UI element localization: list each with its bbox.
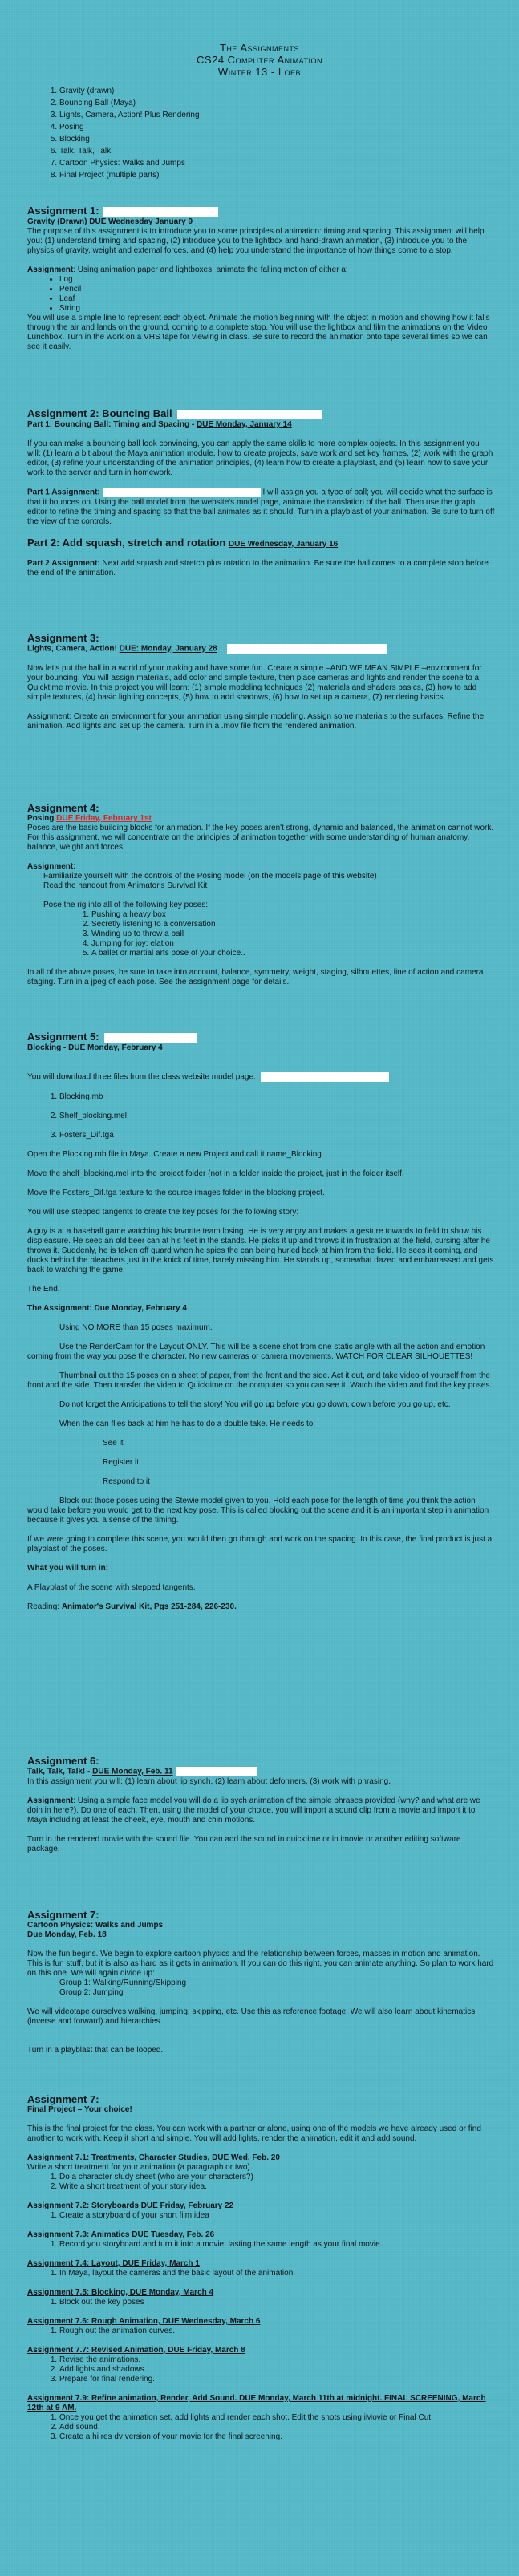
assignment-6-task: : Using a simple face model you will do a lip sych animation of the simple phrases provided (why? and what are we doin in here?). Do one of each. Then, using the model of your choice, you will import a sound clip from a movie and import it to Maya including at least the cheek, eye, mouth and chin motions. <box>27 1796 480 1825</box>
milestone-item: 1. Rough out the animation curves. <box>59 2327 495 2336</box>
highlight-box <box>104 1033 197 1043</box>
document-header <box>0 42 519 78</box>
story-text: A guy is at a baseball game watching his favorite team losing. He is very angry and makes a gesture towards to field to show his displeasure. He sees an old beer can at his feet in the stands. He picks it up and throws it in frustration at the field, cursing after he throws it. Suddenly, he is taken off guard when he spies the can being hurled back at him from the field. He sees it coming, and ducks behind the bleachers just in the knick of time, barely missing him. He stands up, somewhat dazed and embarrassed and gets back to watching the game. <box>27 1226 494 1274</box>
assignment-4-intro: Poses are the basic building blocks for animation. If the key poses aren't strong, dynamic and balanced, the animation cannot work. For this assignment, we will concentrate on the principles of animation together with some understanding of human anatomy, balance, weight and forces. <box>27 824 494 852</box>
milestone-item: 1. Create a storyboard of your short film idea <box>59 2211 495 2221</box>
group-item: Group 1: Walking/Running/Skipping <box>59 1979 187 1987</box>
assignment-1 <box>27 205 495 352</box>
highlight-box <box>176 1767 257 1776</box>
milestone-heading: Assignment 7.6: Rough Animation, DUE Wednesday, March 6 <box>27 2317 261 2326</box>
assignment-7-heading: Assignment 7: <box>27 1909 99 1921</box>
instruction-text: Do not forget the Anticipations to tell the story! You will go up before you go down, down before you go up, etc. <box>59 1399 451 1409</box>
assignment-2 <box>27 407 495 578</box>
overview-item: 8. Final Project (multiple parts) <box>59 171 495 180</box>
step-text: Move the Fosters_Dif.tga texture to the source images folder in the blocking project. <box>27 1188 325 1197</box>
assignment-4-step: Read the handout from Animator's Survival Kit <box>43 881 208 890</box>
milestone-item: 2. Add lights and shadows. <box>59 2365 495 2375</box>
final-intro: This is the final project for the class. You can work with a partner or alone, using one of the models we have already used or find another to work with. Keep it short and simple. You will add lights, render the animation, edit it and add sound. <box>27 2124 481 2143</box>
assignment-6-turnin: Turn in the rendered movie with the sound file. You can add the sound in quicktime or in imovie or another editing software package. <box>27 1834 461 1853</box>
assignment-5-heading: Assignment 5: <box>27 1031 99 1043</box>
highlight-box <box>103 488 261 497</box>
instruction-text: Use the RenderCam for the Layout ONLY. This will be a scene shot from one static angle with all the action and emotion coming from the way you pose the character. No new cameras or camera movements. WATCH FOR CLEAR SILHOUETTES! <box>27 1342 485 1361</box>
double-take-step: Respond to it <box>103 1476 150 1486</box>
milestone-heading: Assignment 7.5: Blocking, DUE Monday, March 4 <box>27 2288 214 2297</box>
part-2-text: Next add squash and stretch plus rotation to the animation. Be sure the ball comes to a complete stop before the end of the animation. <box>27 558 489 577</box>
overview-item: 5. Blocking <box>59 135 495 144</box>
assignment-3-due: DUE: Monday, January 28 <box>119 644 217 654</box>
step-text: Open the Blocking.mb file in Maya. Create a new Project and call it name_Blocking <box>27 1149 322 1159</box>
download-file: 2. Shelf_blocking.mel <box>59 1112 495 1121</box>
highlight-box <box>177 410 322 419</box>
highlight-box <box>103 207 218 217</box>
assignment-1-label: Assignment <box>27 265 74 274</box>
assignment-2-intro: If you can make a bouncing ball look convincing, you can apply the same skills to more complex objects. In this assignment you will: (1) learn a bit about the Maya animation module, how to create projects, save work and set key frames, (2) work with the graph editor, (3) refine your understanding of the animation principles, (4) learn how to create a playblast, and (5) learn how to save your work to the server and turn in homework. <box>27 439 493 477</box>
assignment-overview <box>27 87 495 180</box>
overview-item: 4. Posing <box>59 123 495 132</box>
pose-item: 1. Pushing a heavy box <box>91 910 495 920</box>
assignment-6-subtitle: Talk, Talk, Talk! - <box>27 1767 93 1776</box>
pose-intro: Pose the rig into all of the following key poses: <box>43 901 209 909</box>
milestone-item: 2. Add sound. <box>59 2423 495 2432</box>
assignment-5-due: DUE Monday, February 4 <box>68 1043 163 1052</box>
overview-item: 3. Lights, Camera, Action! Plus Rendering <box>59 111 495 120</box>
download-file: 1. Blocking.mb <box>59 1092 495 1102</box>
milestone-heading: Assignment 7.4: Layout, DUE Friday, March 1 <box>27 2259 200 2268</box>
object-option: • Log <box>59 275 495 285</box>
pose-item: 4. Jumping for joy: elation <box>91 939 495 949</box>
header-term: Winter 13 - Loeb <box>217 66 302 78</box>
milestone-heading: Assignment 7.1: Treatments, Character Studies, DUE Wed. Feb. 20 <box>27 2153 280 2162</box>
assignment-7-subtitle: Cartoon Physics: Walks and Jumps <box>27 1921 164 1930</box>
part-2-heading: Part 2: Add squash, stretch and rotation <box>27 536 229 549</box>
assignment-6-heading: Assignment 6: <box>27 1755 99 1767</box>
assignment-4 <box>27 802 495 987</box>
turn-in-label: What you will turn in: <box>27 1563 109 1573</box>
part-2-label: Part 2 Assignment: <box>27 558 100 568</box>
overview-item: 6. Talk, Talk, Talk! <box>59 147 495 156</box>
assignment-7-details: We will videotape ourselves walking, jumping, skipping, etc. Use this as reference footage. We will also learn about kinematics (inverse and forward) and hierarchies. <box>27 2007 476 2026</box>
assignment-2-heading: Assignment 2: Bouncing Ball <box>27 407 172 419</box>
milestone-item: 1. Block out the key poses <box>59 2298 495 2307</box>
part-1-text: I will assign you a type of ball; you will decide what the surface is that it bounces on. Using the ball model from the website's model page, animate the translation of the ball. Then use the graph editor to refine the timing and spacing so that the ball animates as it should. Turn in a playblast of your animation. Be sure to turn off the view of the controls. <box>27 488 495 526</box>
milestone-text: Write a short treatment for your animation (a paragraph or two). <box>27 2163 253 2172</box>
overview-item: 2. Bouncing Ball (Maya) <box>59 99 495 108</box>
milestone-heading: Assignment 7.3: Animatics DUE Tuesday, Feb. 26 <box>27 2230 215 2239</box>
overview-item: 1. Gravity (drawn) <box>59 87 495 96</box>
assignment-5 <box>27 1031 495 1612</box>
milestone-item: 3. Create a hi res dv version of your movie for the final screening. <box>59 2432 495 2442</box>
milestone-item: 1. Once you get the animation set, add lights and render each shot. Edit the shots using iMovie or Final Cut <box>59 2413 495 2423</box>
assignment-7-due: Due Monday, Feb. 18 <box>27 1930 107 1939</box>
instruction-text: When the can flies back at him he has to do a double take. He needs to: <box>59 1419 316 1428</box>
milestone-item: 1. Do a character study sheet (who are your characters?) <box>59 2173 495 2182</box>
milestone-heading: Assignment 7.2: Storyboards DUE Friday, February 22 <box>27 2201 234 2210</box>
double-take-step: Register it <box>103 1457 140 1467</box>
group-item: Group 2: Jumping <box>59 1988 124 1997</box>
reading-label: Reading: <box>27 1602 62 1611</box>
assignment-1-task: : Using animation paper and lightboxes, animate the falling motion of either a: <box>73 265 348 274</box>
assignment-4-details: In all of the above poses, be sure to take into account, balance, symmetry, weight, staging, silhouettes, line of action and camera staging. Turn in a jpeg of each pose. See the assignment page for details. <box>27 968 484 986</box>
assignment-4-step: Familiarize yourself with the controls of the Posing model (on the models page of this website) <box>43 872 377 881</box>
milestone-item: 2. Write a short treatment of your story idea. <box>59 2182 495 2192</box>
object-option: • String <box>59 304 495 314</box>
assignment-4-subtitle: Posing <box>27 814 57 823</box>
part-2-due: DUE Wednesday, January 16 <box>228 539 339 549</box>
assignment-6-intro: In this assignment you will: (1) learn about lip synch, (2) learn about deformers, (3) work with phrasing. <box>27 1776 391 1786</box>
assignment-1-subtitle: Gravity (Drawn) <box>27 217 87 226</box>
assignment-4-label: Assignment: <box>27 862 76 871</box>
assignment-7-intro: Now the fun begins. We begin to explore cartoon physics and the relationship between forces, masses in motion and animation. This is fun stuff, but it is also as hard as it gets in animation. If you can do this right, you can animate anything. So plan to work hard on this one. We will again divide up: <box>27 1950 494 1978</box>
assignment-4-heading: Assignment 4: <box>27 802 99 814</box>
instruction-text: If we were going to complete this scene, you would then go through and work on the spacing. In this case, the final product is just a playblast of the poses. <box>27 1534 493 1553</box>
assignment-1-intro: The purpose of this assignment is to introduce you to some principles of animation: timing and spacing. This assignment will help you: (1) understand timing and spacing, (2) introduce you to the lightbox and hand-drawn animation, (3) introduce you to the physics of gravity, weight and external forces, and (4) help you understand the importance of how things come to a stop. <box>27 227 485 255</box>
assignment-3-task: Assignment: Create an environment for your animation using simple modeling. Assign some materials to the surfaces. Refine the animation. Add lights and set up the camera. Turn in a .mov file from the rendered animation. <box>27 711 485 731</box>
assignment-6-due: DUE Monday, Feb. 11 <box>92 1767 173 1776</box>
final-heading: Assignment 7: <box>27 2093 99 2105</box>
assignment-3 <box>27 632 495 731</box>
pose-item: 3. Winding up to throw a ball <box>91 930 495 939</box>
instruction-text: Block out those poses using the Stewie model given to you. Hold each pose for the length of time you think the action would take before you would get to the next key pose. This is called blocking out the scene and it is an important step in animation because it gives you a sense of the timing. <box>27 1496 489 1525</box>
milestone-heading: Assignment 7.7: Revised Animation, DUE Friday, March 8 <box>27 2346 245 2355</box>
highlight-box <box>261 1072 389 1082</box>
assignment-3-intro: Now let's put the ball in a world of your making and have some fun. Create a simple –AND WE MEAN SIMPLE –environment for your bouncing. You will assign materials, add color and simple texture, then place cameras and lights and render the scene to a Quicktime movie. In this project you will learn: (1) simple modeling techniques (2) materials and shaders basics, (3) how to add simple textures, (4) basic lighting concepts, (5) how to add shadows, (6) how to set up a camera, (7) rendering basics. <box>27 663 482 702</box>
overview-item: 7. Cartoon Physics: Walks and Jumps <box>59 159 495 168</box>
milestone-item: 1. In Maya, layout the cameras and the basic layout of the animation. <box>59 2269 495 2278</box>
download-instruction: You will download three files from the class website model page: <box>27 1072 256 1082</box>
assignment-7-turnin: Turn in a playblast that can be looped. <box>27 2046 164 2055</box>
reading-text: Animator's Survival Kit, Pgs 251-284, 226-230. <box>61 1602 237 1611</box>
milestone-item: 3. Prepare for final rendering. <box>59 2375 495 2384</box>
assignment-7 <box>27 1909 495 2056</box>
assignment-6-label: Assignment <box>27 1796 74 1805</box>
turn-in-text: A Playblast of the scene with stepped tangents. <box>27 1582 196 1592</box>
header-title: The Assignments <box>219 42 299 54</box>
assignment-2-due: DUE Monday, January 14 <box>196 420 292 429</box>
instruction-text: Using NO MORE than 15 poses maximum. <box>59 1322 213 1332</box>
instruction-text: Thumbnail out the 15 poses on a sheet of paper, from the front and the side. Act it out, and take video of yourself from the front and the side. Then transfer the video to Quicktime on the computer so you can see it. Watch the video and find the key poses. <box>27 1371 493 1390</box>
pose-item: 2. Secretly listening to a conversation <box>91 920 495 930</box>
assignment-3-subtitle: Lights, Camera, Action! <box>27 644 120 654</box>
part-1-label: Part 1 Assignment: <box>27 488 100 497</box>
assignment-6 <box>27 1755 495 1854</box>
milestone-heading: Assignment 7.9: Refine animation, Render, Add Sound. DUE Monday, March 11th at midnight. FINAL SCREENING, March 12th at 9 AM. <box>27 2394 486 2412</box>
highlight-box <box>227 644 387 654</box>
object-option: • Leaf <box>59 294 495 304</box>
double-take-step: See it <box>103 1438 124 1448</box>
step-text: Move the shelf_blocking.mel into the project folder (not in a folder inside the project, just in the folder itself. <box>27 1169 404 1178</box>
header-course: CS24 Computer Animation <box>197 54 322 66</box>
pose-item: 5. A ballet or martial arts pose of your choice.. <box>91 949 495 958</box>
assignment-1-due: DUE Wednesday January 9 <box>89 217 193 226</box>
milestone-item: 1. Revise the animations. <box>59 2355 495 2365</box>
object-option: • Pencil <box>59 285 495 294</box>
assignment-5-due-line: The Assignment: Due Monday, February 4 <box>27 1303 187 1313</box>
step-text: You will use stepped tangents to create the key poses for the following story: <box>27 1207 299 1217</box>
assignment-3-heading: Assignment 3: <box>27 632 99 644</box>
assignment-1-heading: Assignment 1: <box>27 205 99 217</box>
assignment-5-subtitle: Blocking - <box>27 1043 69 1052</box>
final-project <box>27 2093 495 2442</box>
milestone-item: 1. Record you storyboard and turn it into a movie, lasting the same length as your final movie. <box>59 2240 495 2250</box>
assignment-2-subtitle: Part 1: Bouncing Ball: Timing and Spacing - <box>27 420 197 429</box>
final-subtitle: Final Project – Your choice! <box>27 2105 132 2114</box>
assignment-4-due: DUE Friday, February 1st <box>56 814 152 823</box>
assignment-1-details: You will use a simple line to represent each object. Animate the motion beginning with the object in motion and showing how it falls through the air and lands on the ground, coming to a complete stop. You will use the lightbox and film the animations on the Video Lunchbox. Turn in the work on a VHS tape for viewing in class. Be sure to record the animation onto tape several times so we can see it easily. <box>27 314 490 351</box>
story-end: The End. <box>27 1284 60 1294</box>
download-file: 3. Fosters_Dif.tga <box>59 1131 495 1140</box>
